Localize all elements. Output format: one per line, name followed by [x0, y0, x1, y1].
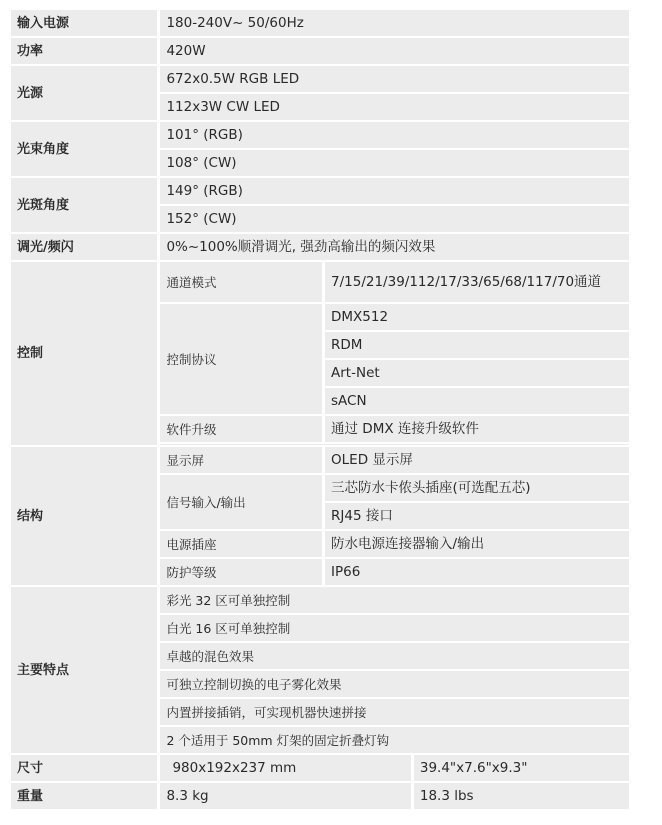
power-value: 420W: [160, 38, 629, 64]
channel-mode-value: 7/15/21/39/112/17/33/65/68/117/70通道: [325, 262, 629, 302]
beam-angle-value: 101° (RGB): [160, 122, 629, 148]
spec-row-structure-display: [11, 447, 629, 473]
spec-row-light-source: [11, 66, 629, 92]
control-label: 控制: [11, 262, 157, 445]
weight-imperial: 18.3 lbs: [414, 783, 629, 809]
display-label: 显示屏: [160, 447, 322, 473]
protocol-value: sACN: [325, 388, 629, 414]
structure-label: 结构: [11, 447, 157, 585]
feature-item: 彩光 32 区可单独控制: [160, 587, 629, 613]
power-input-label: 输入电源: [11, 10, 157, 36]
signal-io-value: 三芯防水卡侬头插座(可选配五芯): [325, 475, 629, 501]
spec-row-dimming: [11, 234, 629, 260]
weight-label: 重量: [11, 783, 157, 809]
power-socket-value: 防水电源连接器输入/输出: [325, 531, 629, 557]
upgrade-label: 软件升级: [160, 416, 322, 442]
weight-metric: 8.3 kg: [160, 783, 410, 809]
spec-table: [8, 8, 632, 811]
display-value: OLED 显示屏: [325, 447, 629, 473]
light-source-label: 光源: [11, 66, 157, 120]
power-input-value: 180-240V~ 50/60Hz: [160, 10, 629, 36]
protocol-value: RDM: [325, 332, 629, 358]
spec-row-power-input: [11, 10, 629, 36]
spec-row-power: [11, 38, 629, 64]
beam-angle-label: 光束角度: [11, 122, 157, 176]
spec-row-weight: [11, 783, 629, 809]
light-source-value: 112x3W CW LED: [160, 94, 629, 120]
dimensions-label: 尺寸: [11, 755, 157, 781]
spec-row-beam-angle: [11, 122, 629, 148]
beam-angle-value: 108° (CW): [160, 150, 629, 176]
spec-row-field-angle: [11, 178, 629, 204]
signal-io-label: 信号输入/输出: [160, 475, 322, 529]
dimensions-imperial: 39.4"x7.6"x9.3": [414, 755, 629, 781]
spacer-cell: [160, 444, 629, 445]
ip-rating-value: IP66: [325, 559, 629, 585]
protocol-value: DMX512: [325, 304, 629, 330]
dimensions-metric: 980x192x237 mm: [160, 755, 410, 781]
channel-mode-label: 通道模式: [160, 262, 322, 302]
spec-row-features: [11, 587, 629, 613]
feature-item: 白光 16 区可单独控制: [160, 615, 629, 641]
ip-rating-label: 防护等级: [160, 559, 322, 585]
feature-item: 可独立控制切换的电子雾化效果: [160, 671, 629, 697]
feature-item: 卓越的混色效果: [160, 643, 629, 669]
features-label: 主要特点: [11, 587, 157, 753]
field-angle-value: 149° (RGB): [160, 178, 629, 204]
field-angle-value: 152° (CW): [160, 206, 629, 232]
feature-item: 内置拼接插销，可实现机器快速拼接: [160, 699, 629, 725]
signal-io-value: RJ45 接口: [325, 503, 629, 529]
dimming-value: 0%~100%顺滑调光, 强劲高输出的频闪效果: [160, 234, 629, 260]
dimming-label: 调光/频闪: [11, 234, 157, 260]
protocol-value: Art-Net: [325, 360, 629, 386]
feature-item: 2 个适用于 50mm 灯架的固定折叠灯钩: [160, 727, 629, 753]
power-label: 功率: [11, 38, 157, 64]
upgrade-value: 通过 DMX 连接升级软件: [325, 416, 629, 442]
field-angle-label: 光斑角度: [11, 178, 157, 232]
light-source-value: 672x0.5W RGB LED: [160, 66, 629, 92]
spec-row-dimensions: [11, 755, 629, 781]
spec-row-control-channel: [11, 262, 629, 302]
power-socket-label: 电源插座: [160, 531, 322, 557]
protocol-label: 控制协议: [160, 304, 322, 414]
